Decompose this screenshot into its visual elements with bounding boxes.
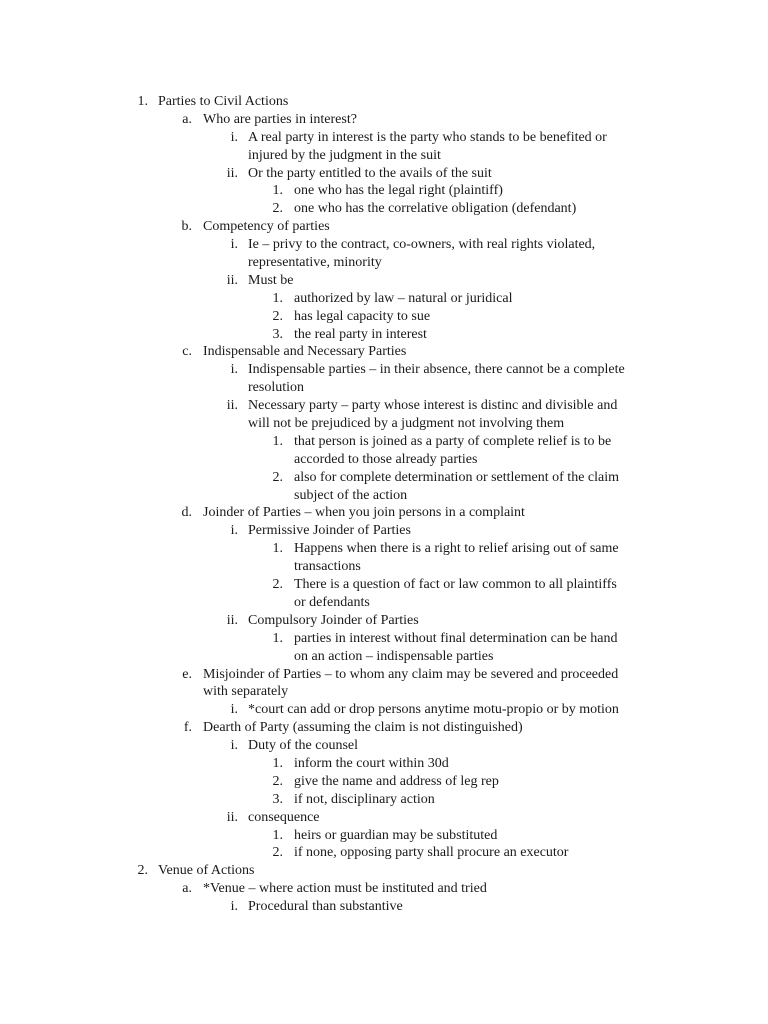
outline-text: Duty of the counsel bbox=[248, 738, 359, 754]
outline-item bbox=[0, 755, 768, 773]
outline-item bbox=[0, 594, 768, 612]
outline-text: the real party in interest bbox=[294, 326, 427, 342]
outline-text: Or the party entitled to the avails of the suit bbox=[248, 165, 492, 181]
outline-item bbox=[0, 504, 768, 522]
outline-text: Who are parties in interest? bbox=[203, 111, 357, 127]
outline-item bbox=[0, 361, 768, 379]
outline-item bbox=[0, 129, 768, 147]
outline-item bbox=[0, 308, 768, 326]
outline-text: if none, opposing party shall procure an executor bbox=[294, 845, 569, 861]
outline-marker: 1. bbox=[272, 630, 283, 646]
outline-marker: 1. bbox=[272, 183, 283, 199]
outline-marker: i. bbox=[230, 362, 238, 378]
outline-marker: 1. bbox=[272, 827, 283, 843]
outline-marker: ii. bbox=[226, 272, 238, 288]
outline-marker: i. bbox=[230, 738, 238, 754]
outline-item bbox=[0, 898, 768, 916]
outline-item bbox=[0, 862, 768, 880]
outline-marker: c. bbox=[182, 344, 192, 360]
outline-text: give the name and address of leg rep bbox=[294, 773, 499, 789]
outline-text: also for complete determination or settlement of the claim bbox=[294, 469, 620, 485]
outline-text: with separately bbox=[203, 684, 289, 700]
outline-item bbox=[0, 558, 768, 576]
outline-item bbox=[0, 200, 768, 218]
outline-text: subject of the action bbox=[294, 487, 408, 503]
outline-item bbox=[0, 773, 768, 791]
outline-text: has legal capacity to sue bbox=[294, 308, 431, 324]
outline-item bbox=[0, 165, 768, 183]
outline-marker: i. bbox=[230, 702, 238, 718]
outline-item bbox=[0, 254, 768, 272]
outline-marker: ii. bbox=[226, 398, 238, 414]
outline-marker: 3. bbox=[272, 326, 283, 342]
outline-text: or defendants bbox=[294, 594, 370, 610]
outline-text: authorized by law – natural or juridical bbox=[294, 290, 513, 306]
outline-item bbox=[0, 522, 768, 540]
outline-item bbox=[0, 666, 768, 684]
outline-marker: 1. bbox=[137, 94, 148, 109]
outline-item bbox=[0, 379, 768, 397]
outline-item bbox=[0, 487, 768, 505]
outline-text: if not, disciplinary action bbox=[294, 791, 435, 807]
outline-text: Happens when there is a right to relief arising out of same bbox=[294, 541, 619, 557]
outline-item bbox=[0, 182, 768, 200]
outline-item bbox=[0, 612, 768, 630]
outline-item bbox=[0, 236, 768, 254]
outline-text: Compulsory Joinder of Parties bbox=[248, 612, 419, 628]
outline-marker: i. bbox=[230, 237, 238, 253]
outline-item bbox=[0, 469, 768, 487]
outline-marker: 1. bbox=[272, 755, 283, 771]
outline-text: A real party in interest is the party who stands to be benefited or bbox=[248, 129, 607, 145]
outline-text: heirs or guardian may be substituted bbox=[294, 827, 498, 843]
outline-item bbox=[0, 111, 768, 129]
outline-text: Indispensable and Necessary Parties bbox=[203, 344, 407, 360]
outline-item bbox=[0, 630, 768, 648]
outline-item bbox=[0, 827, 768, 845]
outline-item bbox=[0, 218, 768, 236]
outline-item bbox=[0, 147, 768, 165]
outline-text: *court can add or drop persons anytime motu-propio or by motion bbox=[248, 702, 619, 718]
outline-text: *Venue – where action must be instituted and tried bbox=[203, 881, 487, 897]
outline-marker: e. bbox=[182, 666, 192, 682]
outline-marker: 1. bbox=[272, 290, 283, 306]
outline-marker: i. bbox=[230, 899, 238, 915]
outline-marker: ii. bbox=[226, 809, 238, 825]
outline-marker: 1. bbox=[272, 433, 283, 449]
outline-text: representative, minority bbox=[248, 255, 382, 271]
outline-text: Indispensable parties – in their absence, there cannot be a complete bbox=[248, 362, 625, 378]
outline-item bbox=[0, 844, 768, 862]
outline-item bbox=[0, 737, 768, 755]
outline-text: Competency of parties bbox=[203, 219, 330, 235]
outline-text: Must be bbox=[248, 272, 294, 288]
outline-item bbox=[0, 809, 768, 827]
outline-marker: a. bbox=[182, 111, 192, 127]
outline-item bbox=[0, 648, 768, 666]
outline-marker: f. bbox=[183, 720, 192, 736]
outline-item bbox=[0, 576, 768, 594]
outline-item bbox=[0, 272, 768, 290]
outline-item bbox=[0, 326, 768, 344]
outline-item bbox=[0, 451, 768, 469]
outline-text: Dearth of Party (assuming the claim is not distinguished) bbox=[203, 720, 523, 736]
outline-text: Joinder of Parties – when you join persons in a complaint bbox=[203, 505, 525, 521]
outline-item bbox=[0, 93, 768, 111]
outline-text: Parties to Civil Actions bbox=[158, 94, 289, 109]
outline-item bbox=[0, 397, 768, 415]
outline-item bbox=[0, 701, 768, 719]
outline-item bbox=[0, 415, 768, 433]
outline-text: one who has the correlative obligation (defendant) bbox=[294, 201, 577, 217]
outline-marker: 2. bbox=[137, 863, 148, 879]
outline-text: There is a question of fact or law common to all plaintiffs bbox=[294, 577, 617, 593]
outline-marker: a. bbox=[182, 881, 192, 897]
outline-text: that person is joined as a party of complete relief is to be bbox=[294, 433, 612, 449]
outline-text: on an action – indispensable parties bbox=[294, 648, 494, 664]
outline-marker: 2. bbox=[272, 845, 283, 861]
outline-item bbox=[0, 880, 768, 898]
outline-text: will not be prejudiced by a judgment not involving them bbox=[248, 416, 565, 432]
outline-text: Permissive Joinder of Parties bbox=[248, 523, 411, 539]
outline-marker: 2. bbox=[272, 469, 283, 485]
outline-item bbox=[0, 290, 768, 308]
outline-marker: 3. bbox=[272, 791, 283, 807]
outline-list bbox=[0, 93, 768, 916]
outline-text: Necessary party – party whose interest is distinc and divisible and bbox=[248, 398, 618, 414]
outline-text: parties in interest without final determination can be hand bbox=[294, 630, 618, 646]
outline-marker: ii. bbox=[226, 165, 238, 181]
outline-text: accorded to those already parties bbox=[294, 451, 478, 467]
outline-text: Venue of Actions bbox=[158, 863, 255, 879]
outline-text: resolution bbox=[248, 380, 304, 396]
outline-text: inform the court within 30d bbox=[294, 755, 449, 771]
outline-text: consequence bbox=[248, 809, 320, 825]
outline-item bbox=[0, 719, 768, 737]
outline-item bbox=[0, 540, 768, 558]
outline-marker: b. bbox=[181, 219, 192, 235]
outline-text: Ie – privy to the contract, co-owners, with real rights violated, bbox=[248, 237, 596, 253]
outline-text: injured by the judgment in the suit bbox=[248, 147, 441, 163]
outline-text: one who has the legal right (plaintiff) bbox=[294, 183, 503, 199]
outline-marker: 2. bbox=[272, 577, 283, 593]
outline-marker: i. bbox=[230, 523, 238, 539]
outline-text: transactions bbox=[294, 559, 361, 575]
outline-marker: i. bbox=[230, 129, 238, 145]
outline-marker: 1. bbox=[272, 541, 283, 557]
outline-text: Misjoinder of Parties – to whom any claim may be severed and proceeded bbox=[203, 666, 619, 682]
outline-item bbox=[0, 791, 768, 809]
outline-marker: 2. bbox=[272, 201, 283, 217]
outline-item bbox=[0, 343, 768, 361]
outline-marker: ii. bbox=[226, 612, 238, 628]
outline-item bbox=[0, 433, 768, 451]
outline-marker: 2. bbox=[272, 773, 283, 789]
outline-item bbox=[0, 683, 768, 701]
outline-text: Procedural than substantive bbox=[248, 899, 403, 915]
outline-marker: 2. bbox=[272, 308, 283, 324]
outline-marker: d. bbox=[181, 505, 192, 521]
